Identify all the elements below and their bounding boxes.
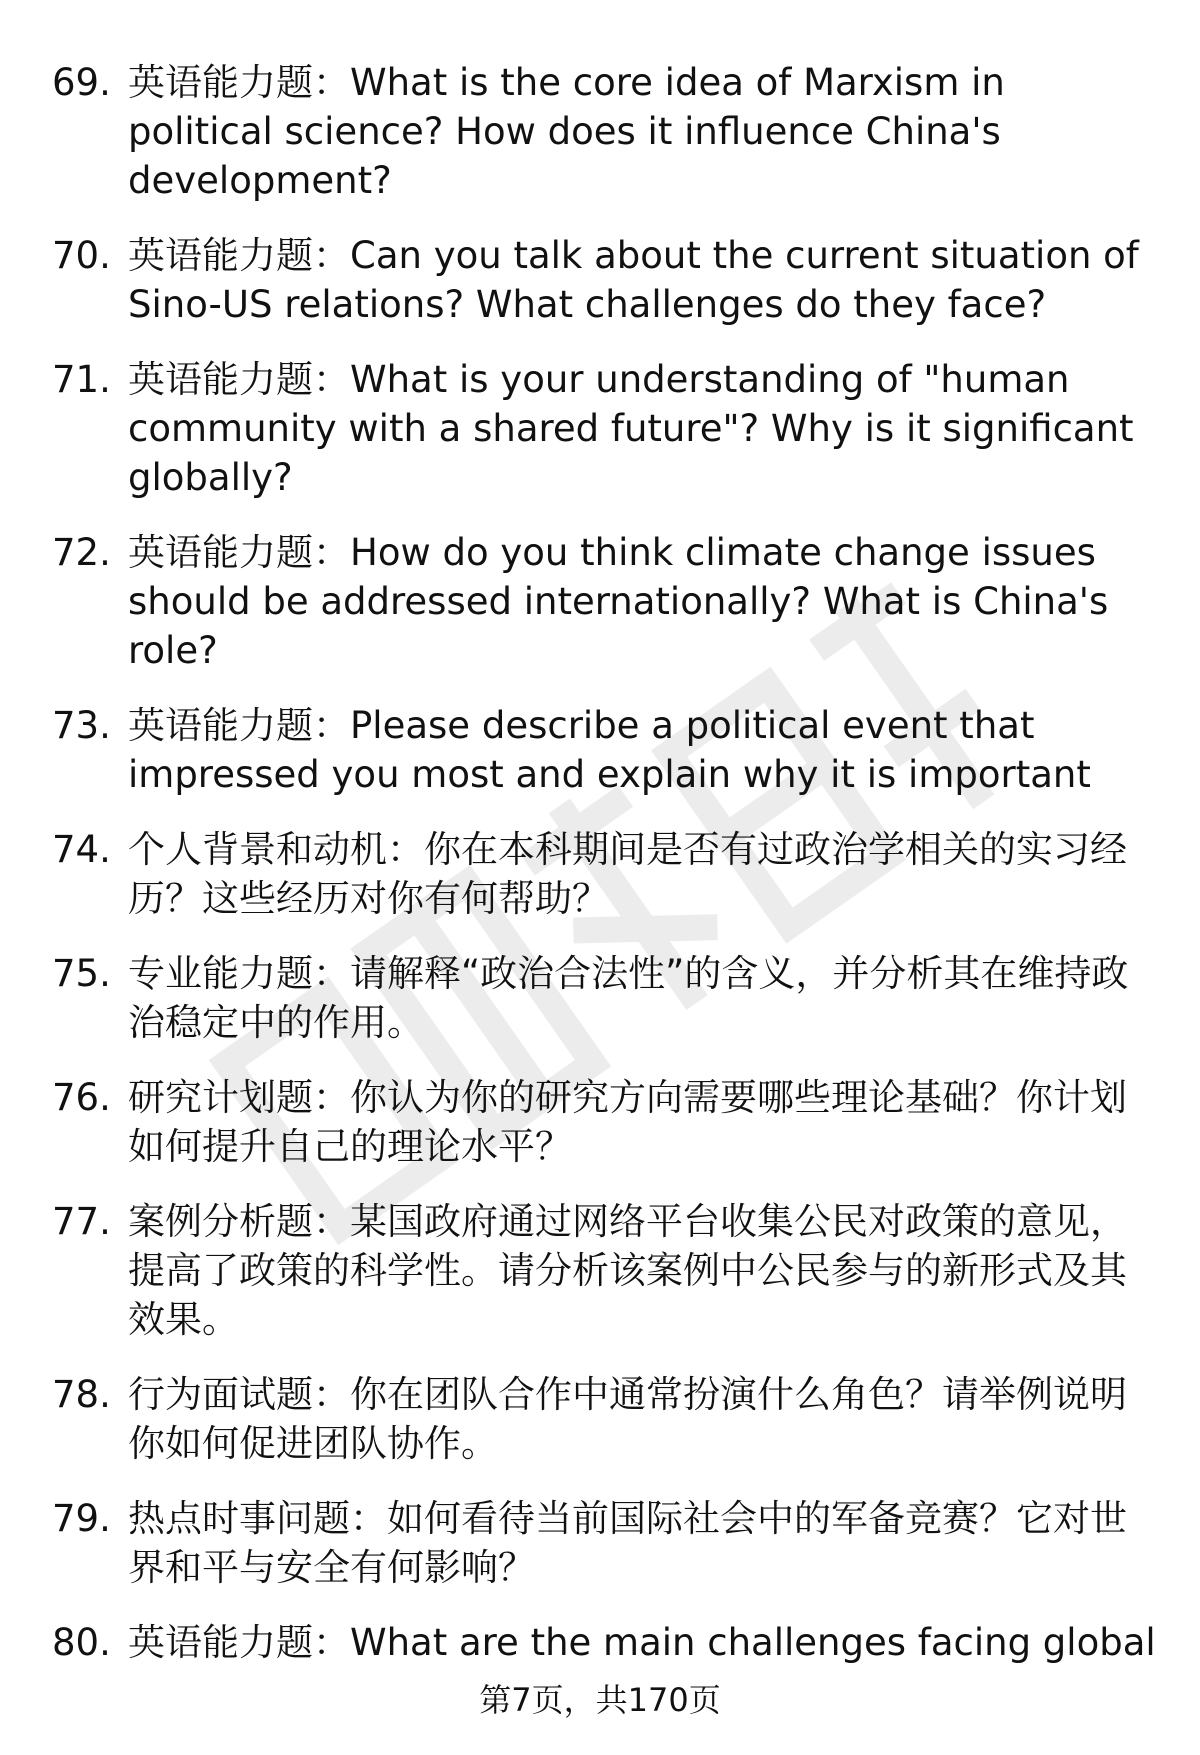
question-number: 80. bbox=[52, 1621, 111, 1664]
question-number: 75. bbox=[52, 952, 111, 995]
question-text: 研究计划题：你认为你的研究方向需要哪些理论基础？你计划如何提升自己的理论水平？ bbox=[128, 1076, 1127, 1168]
question-item bbox=[0, 825, 1200, 923]
question-text: 个人背景和动机：你在本科期间是否有过政治学相关的实习经历？这些经历对你有何帮助？ bbox=[128, 828, 1127, 920]
question-text: 专业能力题：请解释“政治合法性”的含义，并分析其在维持政治稳定中的作用。 bbox=[128, 952, 1129, 1044]
question-number: 70. bbox=[52, 234, 111, 277]
question-number: 74. bbox=[52, 828, 111, 871]
question-item bbox=[0, 528, 1200, 675]
page-footer bbox=[0, 1680, 1200, 1720]
page-number-label: 第7页，共170页 bbox=[479, 1681, 721, 1719]
question-number: 69. bbox=[52, 61, 111, 104]
question-item bbox=[0, 231, 1200, 329]
question-item bbox=[0, 1618, 1200, 1667]
question-text: 英语能力题：What is your understanding of "human community with a shared future"? Why is it significant globally? bbox=[128, 358, 1134, 499]
question-item bbox=[0, 1197, 1200, 1344]
question-item bbox=[0, 949, 1200, 1047]
question-number: 73. bbox=[52, 704, 111, 747]
question-text: 英语能力题：How do you think climate change issues should be addressed internationally? What is China's role? bbox=[128, 531, 1109, 672]
question-text: 案例分析题：某国政府通过网络平台收集公民对政策的意见，提高了政策的科学性。请分析该案例中公民参与的新形式及其效果。 bbox=[128, 1200, 1127, 1341]
question-item bbox=[0, 1370, 1200, 1468]
question-item bbox=[0, 701, 1200, 799]
question-list bbox=[0, 58, 1200, 1693]
question-text: 英语能力题：Please describe a political event that impressed you most and explain why it is important bbox=[128, 704, 1091, 796]
question-text: 热点时事问题：如何看待当前国际社会中的军备竞赛？它对世界和平与安全有何影响？ bbox=[128, 1497, 1127, 1589]
question-number: 79. bbox=[52, 1497, 111, 1540]
question-number: 78. bbox=[52, 1373, 111, 1416]
question-text: 英语能力题：What are the main challenges facing global bbox=[128, 1621, 1156, 1664]
question-number: 77. bbox=[52, 1200, 111, 1243]
question-number: 72. bbox=[52, 531, 111, 574]
question-text: 英语能力题：Can you talk about the current situation of Sino-US relations? What challenges do they face? bbox=[128, 234, 1139, 326]
question-number: 71. bbox=[52, 358, 111, 401]
question-item bbox=[0, 58, 1200, 205]
question-item bbox=[0, 1494, 1200, 1592]
question-item bbox=[0, 355, 1200, 502]
question-number: 76. bbox=[52, 1076, 111, 1119]
question-item bbox=[0, 1073, 1200, 1171]
question-text: 英语能力题：What is the core idea of Marxism in political science? How does it influence China's development? bbox=[128, 61, 1005, 202]
question-text: 行为面试题：你在团队合作中通常扮演什么角色？请举例说明你如何促进团队协作。 bbox=[128, 1373, 1127, 1465]
